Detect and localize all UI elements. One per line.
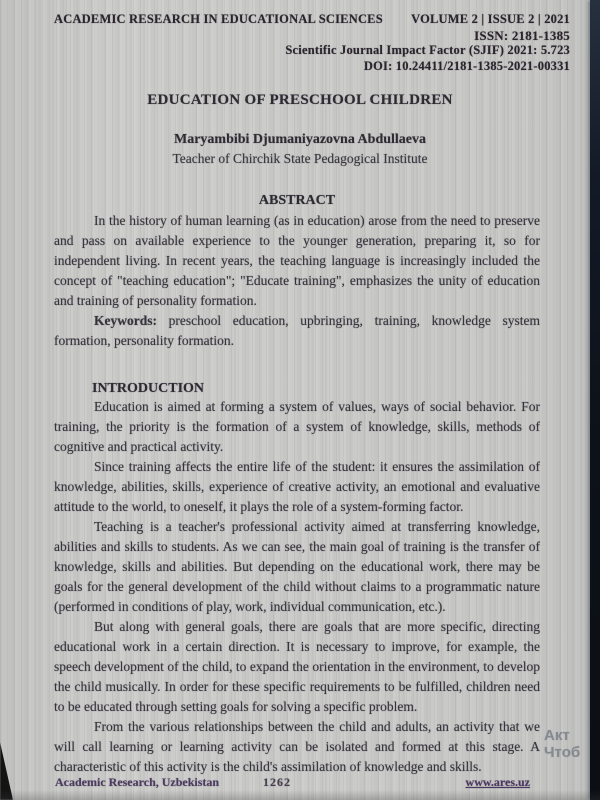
- article-body: [0, 193, 600, 777]
- photo-right-edge: [590, 0, 600, 800]
- ghost-line-1: Акт: [544, 727, 570, 744]
- introduction-paragraph-3: Teaching is a teacher's professional activity aimed at transferring knowledge, abilities and skills to students. As we can see, the main goal of training is the transfer of knowledge, skills and abilities. But depending on the educational work, there may be goals for the general development of the child without claims to a programmatic nature (performed in conditions of play, work, individual communication, etc.).: [54, 519, 540, 614]
- introduction-paragraph-2: Since training affects the entire life of the student: it ensures the assimilation of knowledge, abilities, skills, experience of creative activity, an emotional and evaluative attitude to the world, to oneself, it plays the role of a system-forming factor.: [54, 459, 540, 514]
- introduction-paragraph-1: Education is aimed at forming a system of values, ways of social behavior. For training, the priority is the formation of a system of knowledge, skills, methods of cognitive and practical activity.: [54, 399, 540, 454]
- journal-meta: [54, 28, 570, 75]
- journal-name: ACADEMIC RESEARCH IN EDUCATIONAL SCIENCES: [54, 12, 383, 26]
- introduction-heading: INTRODUCTION: [92, 381, 205, 396]
- introduction-paragraph-5: From the various relationships between the child and adults, an activity that we will call learning or learning activity can be isolated and formed at this stage. A characteristic of this activity is the child's assimilation of knowledge and skills.: [54, 719, 540, 774]
- impact-factor-line: Scientific Journal Impact Factor (SJIF) 2021: 5.723: [285, 43, 570, 57]
- introduction-paragraph-4: But along with general goals, there are goals that are more specific, directing educational work in a certain direction. It is necessary to improve, for example, the speech development of the child, to expand the orientation in the environment, to develop the child musically. In order for these specific requirements to be fulfilled, children need to be educated through setting goals for solving a specific problem.: [54, 619, 540, 714]
- keywords-paragraph: [54, 311, 540, 351]
- journal-header: [0, 0, 600, 74]
- doi-line: DOI: 10.24411/2181-1385-2021-00331: [363, 58, 570, 73]
- footer-website-link[interactable]: www.ares.uz: [465, 775, 530, 789]
- keywords-text: preschool education, upbringing, training, knowledge system formation, personality formation.: [54, 313, 540, 348]
- footer-page-number: 1262: [263, 775, 291, 789]
- volume-issue: VOLUME 2 | ISSUE 2 | 2021: [411, 12, 570, 26]
- ghost-line-2: Чтоб: [544, 744, 581, 761]
- keywords-label: Keywords:: [94, 313, 157, 328]
- article-title: EDUCATION OF PRESCHOOL CHILDREN: [147, 92, 453, 108]
- page-footer: [0, 775, 600, 791]
- article-author: Maryambibi Djumaniyazovna Abdullaeva: [173, 132, 427, 147]
- abstract-paragraph: In the history of human learning (as in education) arose from the need to preserve and pass on available experience to the younger generation, preparing it, so for independent living. In recent years, the teaching language is increasingly included the concept of "teaching education"; "Educate training", emphasizes the unity of education and training of personality formation.: [54, 213, 540, 308]
- ghost-background-text: [544, 727, 580, 761]
- footer-journal-name: Academic Research, Uzbekistan: [55, 775, 220, 789]
- issn-line: ISSN: 2181-1385: [474, 27, 570, 43]
- journal-header-row: [54, 12, 570, 28]
- article-affiliation: Teacher of Chirchik State Pedagogical Institute: [172, 151, 428, 166]
- abstract-heading: ABSTRACT: [258, 193, 336, 208]
